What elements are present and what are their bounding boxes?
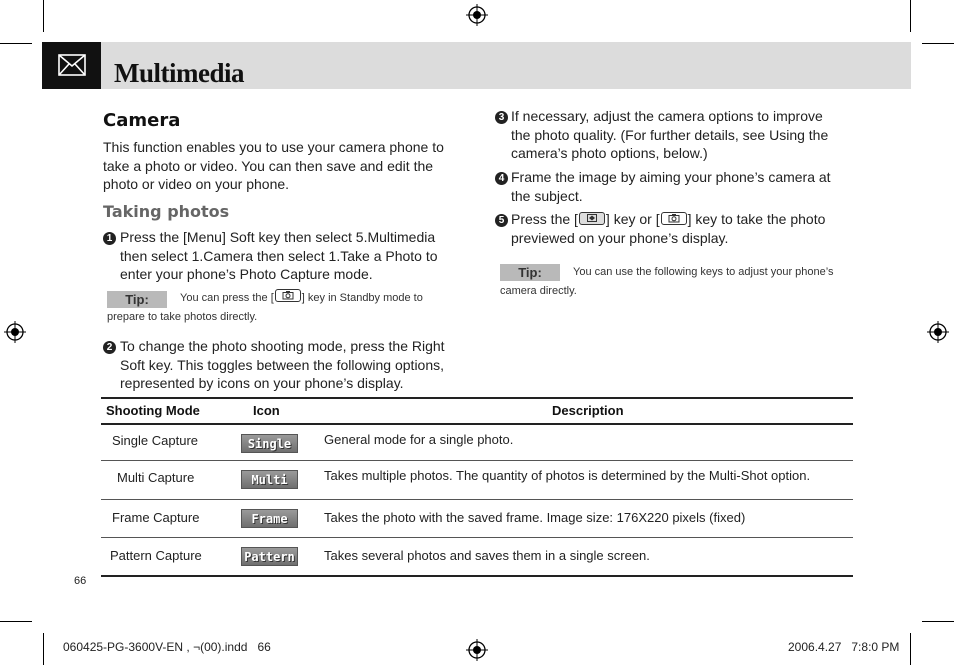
step-4-text: Frame the image by aiming your phone’s camera at the subject. — [511, 169, 831, 204]
table-cell-description: Takes multiple photos. The quantity of photos is determined by the Multi-Shot option. — [324, 468, 811, 483]
camera-key-icon — [275, 289, 301, 302]
page-number: 66 — [74, 575, 87, 587]
table-row-divider — [101, 499, 853, 500]
ok-key-icon — [579, 212, 605, 225]
tip-2-text: You can use the following keys to adjust your phone’s — [573, 266, 834, 278]
registration-mark-icon — [927, 321, 949, 343]
multi-mode-icon: Multi — [241, 470, 298, 489]
tip-1-text: You can press the [ ] key in Standby mode to — [180, 289, 423, 308]
step-5-text: Press the [ ] key or [ ] key to take the photo previewed on your phone’s display. — [511, 211, 826, 246]
tip-badge: Tip: — [500, 264, 560, 281]
footer-timestamp: 2006.4.27 7:8:0 PM — [788, 640, 900, 654]
single-mode-icon: Single — [241, 434, 298, 453]
header-icon-box — [42, 42, 101, 89]
step-number: 1 — [103, 232, 116, 245]
camera-key-icon — [661, 212, 687, 225]
crop-mark — [43, 0, 44, 32]
table-cell-mode: Single Capture — [112, 433, 198, 448]
table-cell-description: Takes the photo with the saved frame. Image size: 176X220 pixels (fixed) — [324, 510, 746, 525]
step-3-text: If necessary, adjust the camera options to improve the photo quality. (For further details, see Using the camera’s photo options, below.) — [511, 108, 829, 161]
table-header-rule — [101, 423, 853, 425]
tip-2-text-line2: camera directly. — [500, 285, 577, 297]
registration-mark-icon — [466, 639, 488, 661]
subheading: Taking photos — [103, 202, 230, 221]
table-header-description: Description — [552, 403, 624, 418]
table-row-divider — [101, 537, 853, 538]
step-number: 4 — [495, 172, 508, 185]
registration-mark-icon — [466, 4, 488, 26]
intro-paragraph: This function enables you to use your camera phone to take a photo or video. You can then save and edit the photo or video on your phone. — [103, 139, 444, 192]
registration-mark-icon — [4, 321, 26, 343]
crop-mark — [922, 43, 954, 44]
table-cell-mode: Pattern Capture — [110, 548, 202, 563]
table-cell-mode: Multi Capture — [117, 470, 195, 485]
page-title: Multimedia — [114, 58, 244, 88]
frame-mode-icon: Frame — [241, 509, 298, 528]
step-number: 2 — [103, 341, 116, 354]
crop-mark — [0, 43, 32, 44]
table-bottom-rule — [101, 575, 853, 577]
pattern-mode-icon: Pattern — [241, 547, 298, 566]
envelope-icon — [58, 54, 86, 76]
tip-1-text-line2: prepare to take photos directly. — [107, 311, 258, 323]
step-2-text: To change the photo shooting mode, press the Right Soft key. This toggles between the following options, represented by icons on your phone’s display. — [120, 338, 445, 391]
crop-mark — [910, 633, 911, 665]
table-top-rule — [101, 397, 853, 399]
table-header-icon: Icon — [253, 403, 280, 418]
table-cell-mode: Frame Capture — [112, 510, 200, 525]
section-heading: Camera — [103, 110, 181, 131]
step-number: 3 — [495, 111, 508, 124]
crop-mark — [43, 633, 44, 665]
crop-mark — [910, 0, 911, 32]
footer-file-info: 060425-PG-3600V-EN , ¬(00).indd 66 — [63, 640, 271, 654]
crop-mark — [922, 621, 954, 622]
crop-mark — [0, 621, 32, 622]
table-cell-description: General mode for a single photo. — [324, 432, 514, 447]
tip-badge: Tip: — [107, 291, 167, 308]
table-row-divider — [101, 460, 853, 461]
table-header-mode: Shooting Mode — [106, 403, 200, 418]
step-1-text: Press the [Menu] Soft key then select 5.Multimedia then select 1.Camera then select 1.Take a Photo to enter your phone’s Photo Capture mode. — [120, 229, 438, 282]
table-cell-description: Takes several photos and saves them in a single screen. — [324, 548, 650, 563]
step-number: 5 — [495, 214, 508, 227]
